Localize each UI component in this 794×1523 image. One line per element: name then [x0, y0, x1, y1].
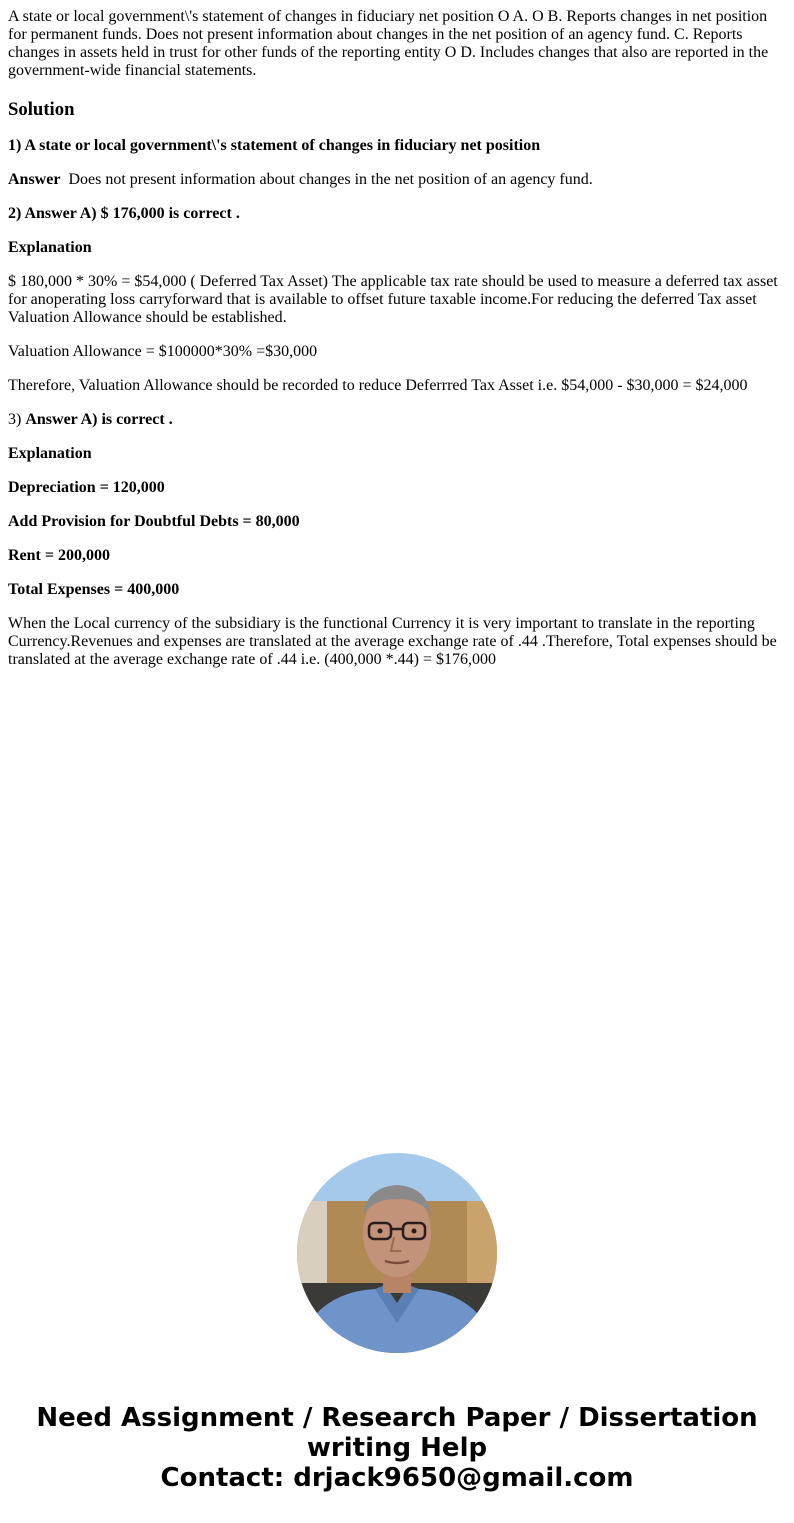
part2-title: 2) Answer A) $ 176,000 is correct . [8, 205, 240, 222]
footer-line-2: writing Help [306, 1433, 488, 1463]
closing-text: When the Local currency of the subsidiary is the functional Currency it is very important to translate in the reporting Currency.Revenues and expenses are translated at the average exchange rate of .44 .Therefore, Total expenses should be translated at the average exchange rate of .44 i.e. (400,000 *.44) = $176,000 [8, 615, 777, 668]
valuation-line: Valuation Allowance = $100000*30% =$30,000 [8, 343, 318, 360]
rent-line: Rent = 200,000 [8, 547, 110, 564]
provision-line: Add Provision for Doubtful Debts = 80,000 [8, 513, 300, 530]
footer-line-1: Need Assignment / Research Paper / Dissertation [36, 1403, 758, 1433]
question-text: A state or local government\'s statement of changes in fiduciary net position O A. O B. Reports changes in net position for permanent funds. Does not present information about changes in the net position of an agency fund. C. Reports changes in assets held in trust for other funds of the reporting entity O D. Includes changes that also are reported in the government-wide financial statements. [8, 8, 769, 79]
answer-label: Answer [8, 171, 61, 188]
part3-explanation-label: Explanation [8, 445, 92, 462]
total-expenses-line: Total Expenses = 400,000 [8, 581, 180, 598]
part2-explanation-text: $ 180,000 * 30% = $54,000 ( Deferred Tax Asset) The applicable tax rate should be used to measure a deferred tax asset for anoperating loss carryforward that is available to offset future taxable income.For reducing the deferred Tax asset Valuation Allowance should be established. [8, 273, 778, 326]
part3-title [8, 411, 786, 429]
part1-answer [8, 171, 786, 189]
document-body [8, 8, 786, 685]
author-avatar [297, 1153, 497, 1353]
author-photo [297, 1153, 497, 1353]
solution-heading: Solution [8, 99, 75, 120]
depreciation-line: Depreciation = 120,000 [8, 479, 165, 496]
answer-text: Does not present information about changes in the net position of an agency fund. [68, 171, 593, 188]
promo-footer [0, 1403, 794, 1493]
part1-title: 1) A state or local government\'s statement of changes in fiduciary net position [8, 137, 541, 154]
part3-answer: Answer A) is correct . [25, 411, 173, 428]
footer-contact: Contact: drjack9650@gmail.com [160, 1463, 634, 1493]
part2-explanation-label: Explanation [8, 239, 92, 256]
part3-prefix: 3) [8, 411, 22, 428]
therefore-line: Therefore, Valuation Allowance should be recorded to reduce Deferrred Tax Asset i.e. $54,000 - $30,000 = $24,000 [8, 377, 748, 394]
